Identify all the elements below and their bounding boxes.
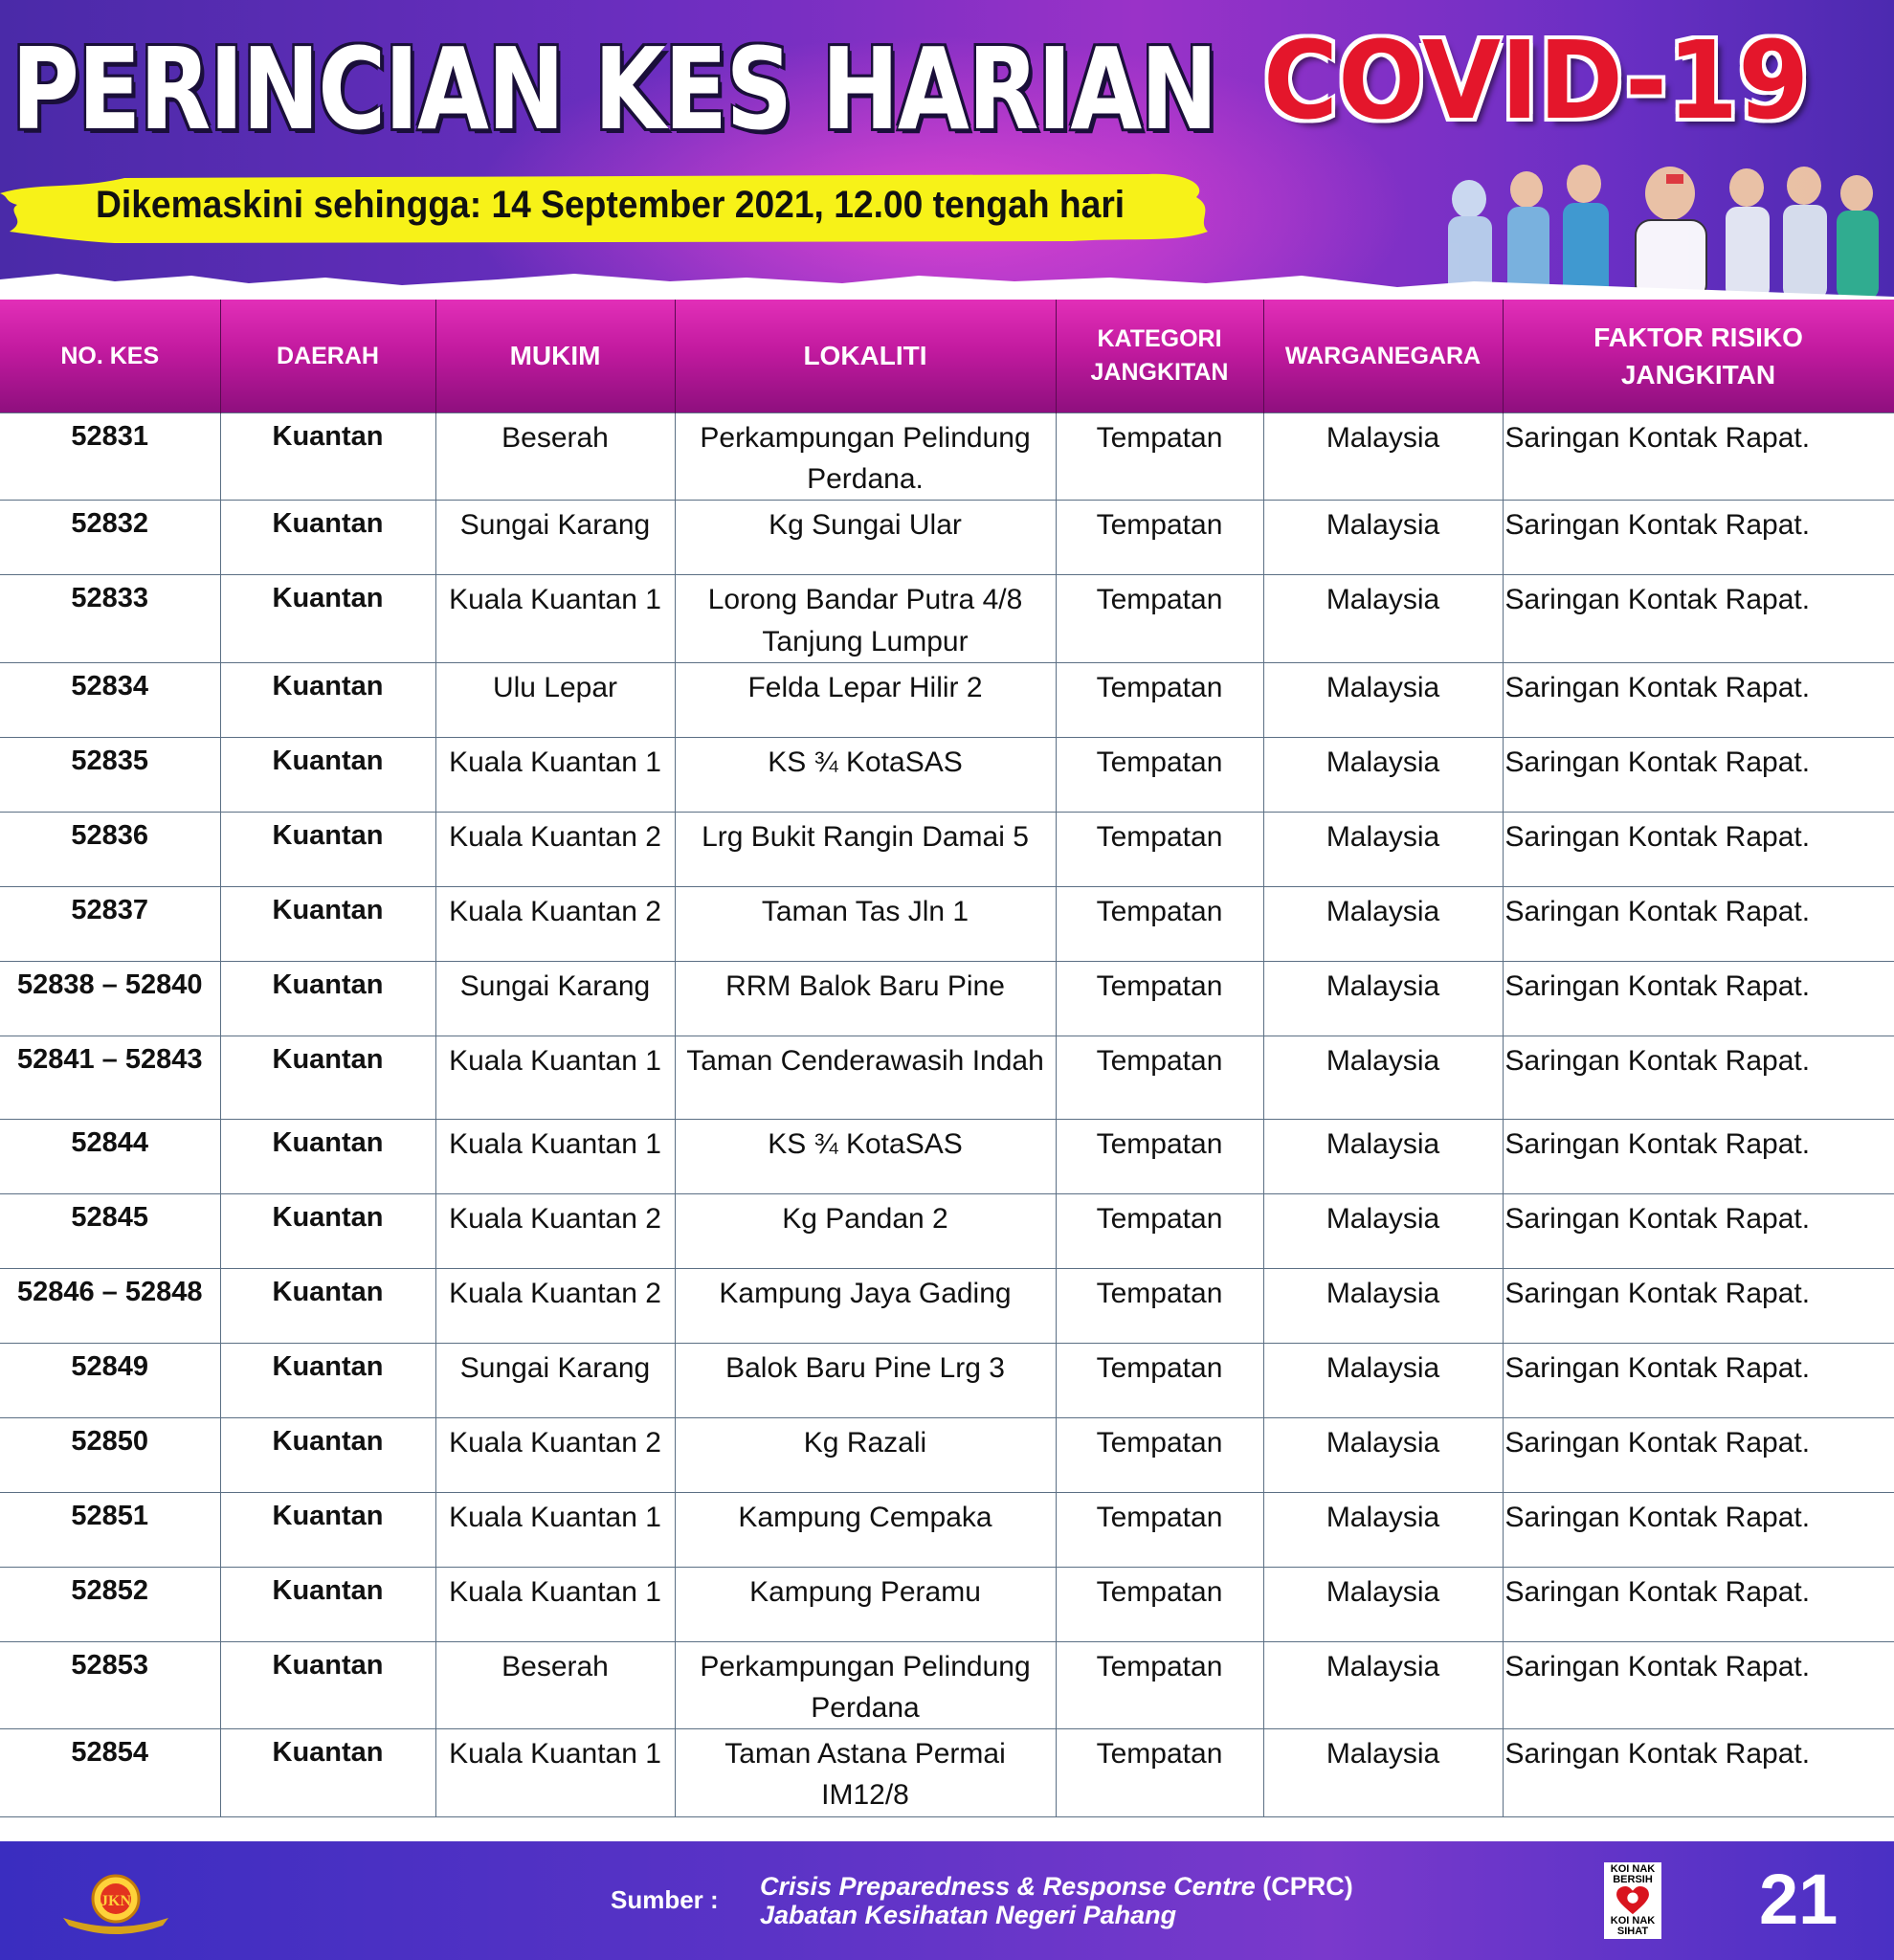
updated-timestamp: Dikemaskini sehingga: 14 September 2021, 12.00 tengah hari <box>96 183 1125 226</box>
cell-kategori: Tempatan <box>1056 1417 1263 1492</box>
cell-faktor-risiko: Saringan Kontak Rapat. <box>1503 1036 1894 1119</box>
cell-warganegara: Malaysia <box>1263 1417 1503 1492</box>
source-label: Sumber : <box>611 1885 719 1914</box>
cell-lokaliti: Kampung Jaya Gading <box>675 1268 1056 1343</box>
cell-warganegara: Malaysia <box>1263 413 1503 501</box>
cell-warganegara: Malaysia <box>1263 737 1503 812</box>
cell-warganegara: Malaysia <box>1263 1268 1503 1343</box>
cell-mukim: Kuala Kuantan 2 <box>435 886 675 961</box>
cell-faktor-risiko: Saringan Kontak Rapat. <box>1503 812 1894 886</box>
cell-faktor-risiko: Saringan Kontak Rapat. <box>1503 737 1894 812</box>
cell-no-kes: 52831 <box>0 413 220 501</box>
cell-no-kes: 52845 <box>0 1193 220 1268</box>
cell-faktor-risiko: Saringan Kontak Rapat. <box>1503 1492 1894 1567</box>
cell-lokaliti: Kg Sungai Ular <box>675 501 1056 575</box>
cell-mukim: Kuala Kuantan 2 <box>435 812 675 886</box>
col-mukim: MUKIM <box>435 300 675 413</box>
cell-faktor-risiko: Saringan Kontak Rapat. <box>1503 1193 1894 1268</box>
cell-lokaliti: KS ¾ KotaSAS <box>675 737 1056 812</box>
cell-warganegara: Malaysia <box>1263 1119 1503 1193</box>
title-main: PERINCIAN KES HARIAN <box>11 23 1216 155</box>
cell-mukim: Kuala Kuantan 1 <box>435 1036 675 1119</box>
col-lokaliti: LOKALITI <box>675 300 1056 413</box>
cell-no-kes: 52850 <box>0 1417 220 1492</box>
cell-no-kes: 52852 <box>0 1567 220 1641</box>
cell-faktor-risiko: Saringan Kontak Rapat. <box>1503 1417 1894 1492</box>
cell-no-kes: 52844 <box>0 1119 220 1193</box>
cell-mukim: Kuala Kuantan 1 <box>435 1729 675 1816</box>
cell-faktor-risiko: Saringan Kontak Rapat. <box>1503 1119 1894 1193</box>
cell-lokaliti: Taman Astana Permai IM12/8 <box>675 1729 1056 1816</box>
cell-daerah: Kuantan <box>220 413 435 501</box>
cell-daerah: Kuantan <box>220 1729 435 1816</box>
cell-daerah: Kuantan <box>220 1268 435 1343</box>
jkn-logo-text: JKN <box>100 1893 131 1909</box>
cell-kategori: Tempatan <box>1056 1119 1263 1193</box>
cell-warganegara: Malaysia <box>1263 886 1503 961</box>
cell-no-kes: 52851 <box>0 1492 220 1567</box>
cell-mukim: Beserah <box>435 413 675 501</box>
col-kategori-jangkitan: KATEGORI JANGKITAN <box>1056 300 1263 413</box>
cell-daerah: Kuantan <box>220 662 435 737</box>
source-abbr: (CPRC) <box>1255 1872 1353 1901</box>
cell-no-kes: 52849 <box>0 1343 220 1417</box>
cell-warganegara: Malaysia <box>1263 1641 1503 1728</box>
cell-daerah: Kuantan <box>220 501 435 575</box>
cell-mukim: Kuala Kuantan 1 <box>435 1567 675 1641</box>
table-row <box>0 737 1894 812</box>
page-number: 21 <box>1759 1860 1838 1939</box>
cell-lokaliti: Kg Razali <box>675 1417 1056 1492</box>
cell-kategori: Tempatan <box>1056 1268 1263 1343</box>
cell-warganegara: Malaysia <box>1263 1567 1503 1641</box>
cell-mukim: Beserah <box>435 1641 675 1728</box>
cell-kategori: Tempatan <box>1056 961 1263 1036</box>
cell-warganegara: Malaysia <box>1263 662 1503 737</box>
col-no-kes: NO. KES <box>0 300 220 413</box>
cell-daerah: Kuantan <box>220 575 435 662</box>
cell-lokaliti: Taman Tas Jln 1 <box>675 886 1056 961</box>
table-row <box>0 413 1894 501</box>
cell-no-kes: 52846 – 52848 <box>0 1268 220 1343</box>
cell-lokaliti: Lrg Bukit Rangin Damai 5 <box>675 812 1056 886</box>
footer-bar <box>0 1841 1894 1960</box>
cell-warganegara: Malaysia <box>1263 1492 1503 1567</box>
table-row <box>0 501 1894 575</box>
cell-mukim: Kuala Kuantan 1 <box>435 737 675 812</box>
cell-daerah: Kuantan <box>220 886 435 961</box>
cell-faktor-risiko: Saringan Kontak Rapat. <box>1503 1729 1894 1816</box>
cell-warganegara: Malaysia <box>1263 1036 1503 1119</box>
table-row <box>0 1193 1894 1268</box>
cell-kategori: Tempatan <box>1056 1641 1263 1728</box>
cell-daerah: Kuantan <box>220 737 435 812</box>
heart-icon <box>1614 1885 1652 1916</box>
cell-faktor-risiko: Saringan Kontak Rapat. <box>1503 1268 1894 1343</box>
cell-faktor-risiko: Saringan Kontak Rapat. <box>1503 1641 1894 1728</box>
col-faktor-risiko: FAKTOR RISIKO JANGKITAN <box>1503 300 1894 413</box>
table-row <box>0 1492 1894 1567</box>
cell-mukim: Ulu Lepar <box>435 662 675 737</box>
cell-faktor-risiko: Saringan Kontak Rapat. <box>1503 501 1894 575</box>
table-row <box>0 961 1894 1036</box>
cell-kategori: Tempatan <box>1056 413 1263 501</box>
table-row <box>0 1119 1894 1193</box>
cell-faktor-risiko: Saringan Kontak Rapat. <box>1503 575 1894 662</box>
cell-lokaliti: KS ¾ KotaSAS <box>675 1119 1056 1193</box>
table-row <box>0 575 1894 662</box>
cell-lokaliti: Perkampungan Pelindung Perdana. <box>675 413 1056 501</box>
table-row <box>0 1729 1894 1816</box>
cell-mukim: Kuala Kuantan 2 <box>435 1268 675 1343</box>
cell-no-kes: 52841 – 52843 <box>0 1036 220 1119</box>
cell-kategori: Tempatan <box>1056 1343 1263 1417</box>
cell-daerah: Kuantan <box>220 812 435 886</box>
badge-top-text: KOI NAK BERSIH <box>1610 1863 1656 1885</box>
table-row <box>0 1036 1894 1119</box>
cell-daerah: Kuantan <box>220 1036 435 1119</box>
koi-nak-sihat-badge <box>1604 1862 1661 1939</box>
cell-no-kes: 52838 – 52840 <box>0 961 220 1036</box>
table-row <box>0 662 1894 737</box>
cell-kategori: Tempatan <box>1056 1729 1263 1816</box>
cell-warganegara: Malaysia <box>1263 501 1503 575</box>
cell-kategori: Tempatan <box>1056 737 1263 812</box>
cell-lokaliti: Balok Baru Pine Lrg 3 <box>675 1343 1056 1417</box>
source-dept: Jabatan Kesihatan Negeri Pahang <box>760 1900 1177 1929</box>
table-row <box>0 1343 1894 1417</box>
cell-lokaliti: RRM Balok Baru Pine <box>675 961 1056 1036</box>
cell-kategori: Tempatan <box>1056 1036 1263 1119</box>
cell-warganegara: Malaysia <box>1263 1193 1503 1268</box>
cell-mukim: Sungai Karang <box>435 961 675 1036</box>
cell-daerah: Kuantan <box>220 1641 435 1728</box>
cell-lokaliti: Perkampungan Pelindung Perdana <box>675 1641 1056 1728</box>
cell-no-kes: 52833 <box>0 575 220 662</box>
title-covid: COVID-19 <box>1263 19 1810 144</box>
cell-mukim: Kuala Kuantan 2 <box>435 1193 675 1268</box>
cell-daerah: Kuantan <box>220 961 435 1036</box>
col-warganegara: WARGANEGARA <box>1263 300 1503 413</box>
cell-faktor-risiko: Saringan Kontak Rapat. <box>1503 961 1894 1036</box>
cell-daerah: Kuantan <box>220 1343 435 1417</box>
cell-warganegara: Malaysia <box>1263 812 1503 886</box>
cell-warganegara: Malaysia <box>1263 1343 1503 1417</box>
cell-mukim: Kuala Kuantan 1 <box>435 1119 675 1193</box>
col-daerah: DAERAH <box>220 300 435 413</box>
cell-no-kes: 52834 <box>0 662 220 737</box>
cell-kategori: Tempatan <box>1056 501 1263 575</box>
cell-lokaliti: Lorong Bandar Putra 4/8 Tanjung Lumpur <box>675 575 1056 662</box>
case-table <box>0 300 1894 1817</box>
cell-no-kes: 52837 <box>0 886 220 961</box>
cell-faktor-risiko: Saringan Kontak Rapat. <box>1503 1567 1894 1641</box>
cell-kategori: Tempatan <box>1056 886 1263 961</box>
cell-kategori: Tempatan <box>1056 1567 1263 1641</box>
jkn-logo-icon <box>56 1868 176 1937</box>
cell-mukim: Kuala Kuantan 2 <box>435 1417 675 1492</box>
cell-mukim: Kuala Kuantan 1 <box>435 1492 675 1567</box>
cell-no-kes: 52853 <box>0 1641 220 1728</box>
cell-daerah: Kuantan <box>220 1193 435 1268</box>
cell-faktor-risiko: Saringan Kontak Rapat. <box>1503 1343 1894 1417</box>
cell-mukim: Kuala Kuantan 1 <box>435 575 675 662</box>
cell-kategori: Tempatan <box>1056 812 1263 886</box>
cell-faktor-risiko: Saringan Kontak Rapat. <box>1503 662 1894 737</box>
cell-kategori: Tempatan <box>1056 662 1263 737</box>
cell-daerah: Kuantan <box>220 1417 435 1492</box>
cell-lokaliti: Felda Lepar Hilir 2 <box>675 662 1056 737</box>
badge-bottom-text: KOI NAK SIHAT <box>1610 1915 1656 1937</box>
cell-mukim: Sungai Karang <box>435 1343 675 1417</box>
cell-no-kes: 52835 <box>0 737 220 812</box>
cell-daerah: Kuantan <box>220 1567 435 1641</box>
table-header-row <box>0 300 1894 413</box>
cell-no-kes: 52832 <box>0 501 220 575</box>
header-banner <box>0 0 1894 299</box>
table-row <box>0 1417 1894 1492</box>
cell-lokaliti: Taman Cenderawasih Indah <box>675 1036 1056 1119</box>
cell-kategori: Tempatan <box>1056 1193 1263 1268</box>
cell-kategori: Tempatan <box>1056 575 1263 662</box>
cell-faktor-risiko: Saringan Kontak Rapat. <box>1503 886 1894 961</box>
table-row <box>0 886 1894 961</box>
cell-daerah: Kuantan <box>220 1492 435 1567</box>
cell-no-kes: 52854 <box>0 1729 220 1816</box>
torn-paper-edge <box>0 258 1894 299</box>
table-row <box>0 812 1894 886</box>
cell-lokaliti: Kampung Cempaka <box>675 1492 1056 1567</box>
cell-warganegara: Malaysia <box>1263 1729 1503 1816</box>
cell-lokaliti: Kg Pandan 2 <box>675 1193 1056 1268</box>
table-body <box>0 413 1894 1817</box>
cell-daerah: Kuantan <box>220 1119 435 1193</box>
table-row <box>0 1268 1894 1343</box>
cell-warganegara: Malaysia <box>1263 961 1503 1036</box>
cell-no-kes: 52836 <box>0 812 220 886</box>
cell-lokaliti: Kampung Peramu <box>675 1567 1056 1641</box>
cell-warganegara: Malaysia <box>1263 575 1503 662</box>
cell-kategori: Tempatan <box>1056 1492 1263 1567</box>
cell-faktor-risiko: Saringan Kontak Rapat. <box>1503 413 1894 501</box>
source-name: Crisis Preparedness & Response Centre <box>760 1872 1256 1901</box>
table-row <box>0 1641 1894 1728</box>
cell-mukim: Sungai Karang <box>435 501 675 575</box>
table-row <box>0 1567 1894 1641</box>
page-title <box>11 17 1256 161</box>
source-text <box>760 1873 1353 1929</box>
